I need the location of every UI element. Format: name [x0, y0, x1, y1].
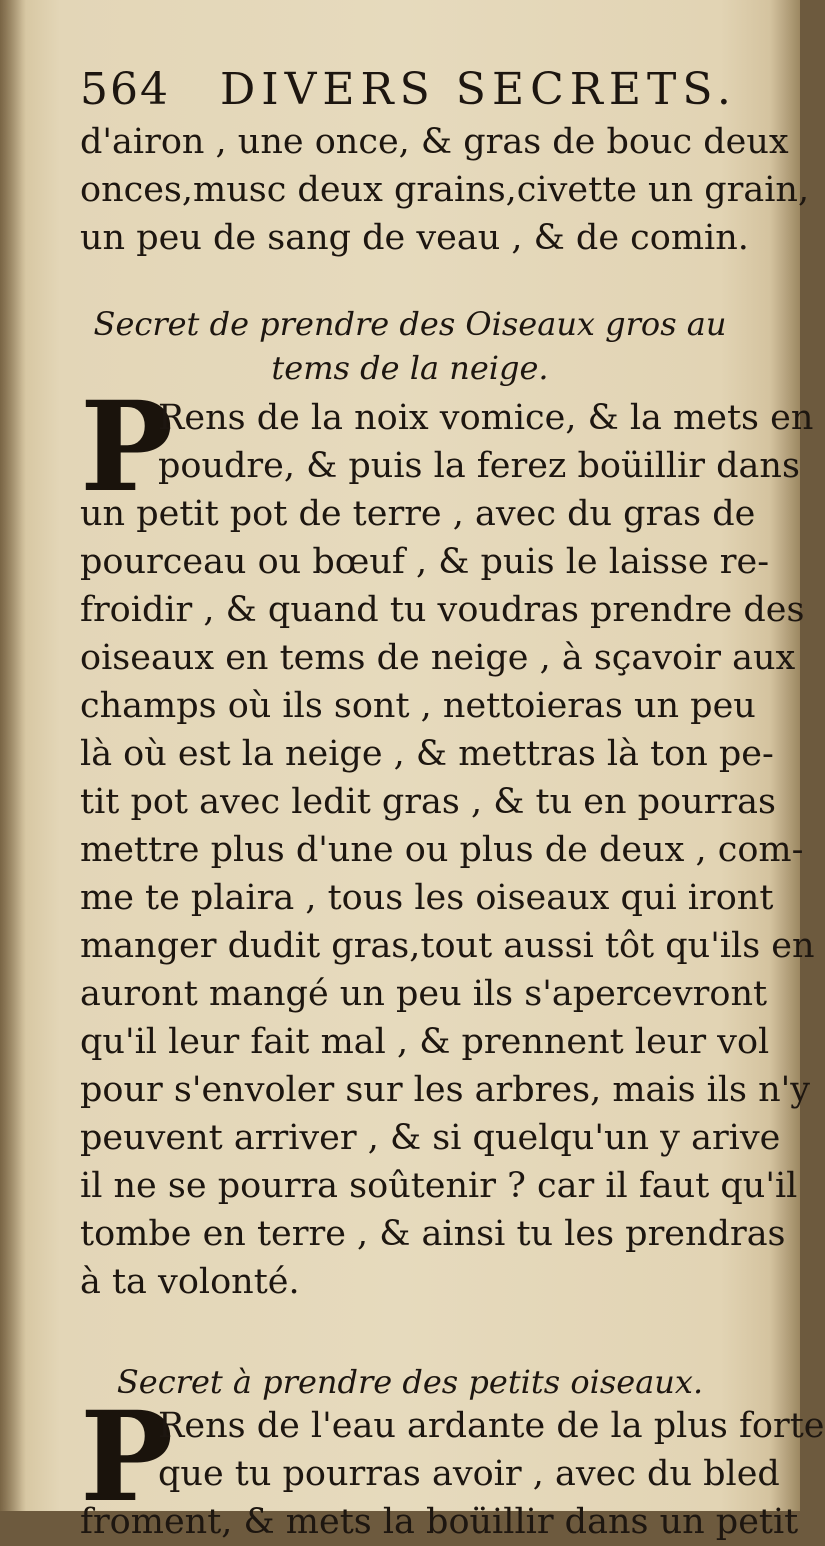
- section-heading: tems de la neige.: [271, 349, 549, 387]
- text-line: qu'il leur fait mal , & prennent leur vol: [80, 1022, 770, 1062]
- running-head: DIVERS SECRETS.: [220, 64, 737, 115]
- text-line: froment, & mets la boüillir dans un petit: [80, 1502, 799, 1542]
- text-line: pourceau ou bœuf , & puis le laisse re-: [80, 542, 770, 582]
- page-number: 564: [80, 64, 170, 115]
- text-line: mettre plus d'une ou plus de deux , com-: [80, 830, 804, 870]
- text-line: manger dudit gras,tout aussi tôt qu'ils en: [80, 926, 815, 966]
- intro-line: d'airon , une once, & gras de bouc deux: [80, 122, 789, 162]
- text-line: tit pot avec ledit gras , & tu en pourras: [80, 782, 776, 822]
- text-line: me te plaira , tous les oiseaux qui iront: [80, 878, 774, 918]
- intro-line: un peu de sang de veau , & de comin.: [80, 218, 749, 258]
- text-line: Rens de la noix vomice, & la mets en: [158, 398, 814, 438]
- section-heading: Secret à prendre des petits oiseaux.: [116, 1363, 704, 1401]
- text-line: que tu pourras avoir , avec du bled: [158, 1454, 780, 1494]
- text-line: à ta volonté.: [80, 1262, 300, 1302]
- text-line: il ne se pourra soûtenir ? car il faut qu'il: [80, 1166, 798, 1206]
- text-line: poudre, & puis la ferez boüillir dans: [158, 446, 800, 486]
- text-line: champs où ils sont , nettoieras un peu: [80, 686, 756, 726]
- text-line: oiseaux en tems de neige , à sçavoir aux: [80, 638, 796, 678]
- drop-cap: P: [80, 375, 174, 520]
- text-line: tombe en terre , & ainsi tu les prendras: [80, 1214, 786, 1254]
- text-line: froidir , & quand tu voudras prendre des: [80, 590, 805, 630]
- text-line: peuvent arriver , & si quelqu'un y arive: [80, 1118, 781, 1158]
- text-line: un petit pot de terre , avec du gras de: [80, 494, 756, 534]
- text-line: pour s'envoler sur les arbres, mais ils n'y: [80, 1070, 811, 1110]
- drop-cap: P: [80, 1385, 174, 1530]
- page-header: [80, 64, 740, 116]
- text-line: auront mangé un peu ils s'apercevront: [80, 974, 768, 1014]
- text-line: là où est la neige , & mettras là ton pe-: [80, 734, 774, 774]
- intro-line: onces,musc deux grains,civette un grain,: [80, 170, 810, 210]
- section-heading: Secret de prendre des Oiseaux gros au: [93, 305, 727, 343]
- text-line: Rens de l'eau ardante de la plus forte: [158, 1406, 825, 1446]
